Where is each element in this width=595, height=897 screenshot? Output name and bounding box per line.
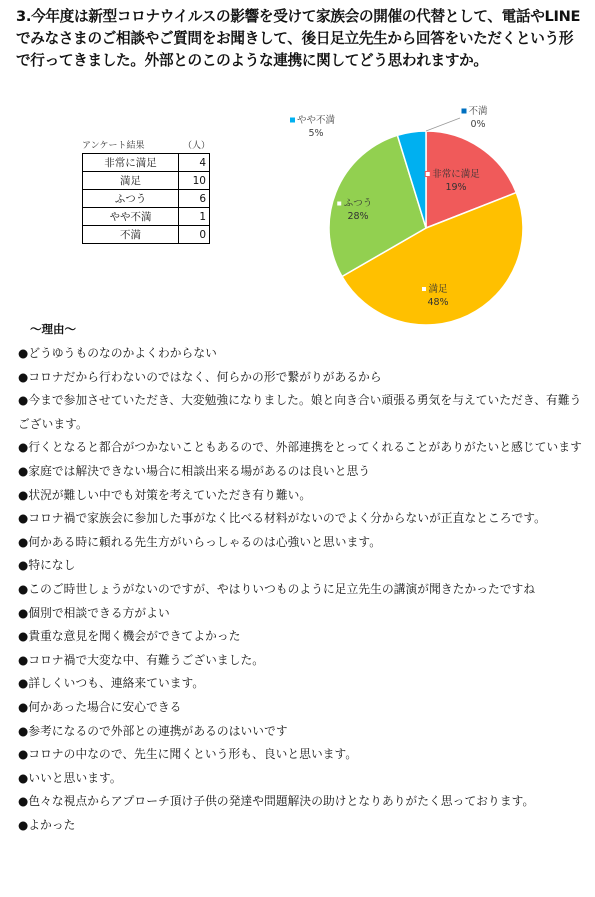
legend-key-marker — [290, 118, 295, 123]
reason-item: ● コロナ禍で家族会に参加した事がなく比べる材料がないのでよく分からないが正直なところです。 — [18, 507, 590, 531]
table-row — [83, 208, 210, 226]
reason-item: ● いいと思います。 — [18, 767, 590, 791]
reason-item: ● 何かある時に頼れる先生方がいらっしゃるのは心強いと思います。 — [18, 531, 590, 555]
reason-item: ● 貴重な意見を聞く機会ができてよかった — [18, 625, 590, 649]
table-cell-label: 不満 — [83, 226, 179, 244]
reason-item: ● 詳しくいつも、連絡来ています。 — [18, 672, 590, 696]
legend-key-marker — [337, 201, 342, 206]
slice-category-label: 満足 — [428, 284, 448, 295]
reasons-list — [18, 342, 590, 837]
slice-category-label: やや不満 — [296, 115, 336, 126]
table-cell-label: 非常に満足 — [83, 154, 179, 172]
slice-label-3 — [290, 114, 335, 139]
legend-key-marker — [421, 287, 426, 292]
legend-key-marker — [425, 172, 430, 177]
table-row — [83, 154, 210, 172]
slice-percent-label: 48% — [427, 297, 449, 308]
leader-line — [426, 118, 460, 131]
reason-item: ● 色々な視点からアプローチ頂け子供の発達や問題解決の助けとなりありがたく思っております。 — [18, 790, 590, 814]
table-cell-count: 0 — [179, 226, 210, 244]
table-row — [83, 190, 210, 208]
reason-item: ● 特になし — [18, 554, 590, 578]
survey-results-table — [82, 153, 210, 244]
table-cell-label: ふつう — [83, 190, 179, 208]
pie-chart — [290, 96, 560, 336]
slice-percent-label: 28% — [347, 211, 369, 222]
reason-item: ● コロナだから行わないのではなく、何らかの形で繋がりがあるから — [18, 366, 590, 390]
reason-item: ● コロナの中なので、先生に聞くという形も、良いと思います。 — [18, 743, 590, 767]
table-cell-count: 6 — [179, 190, 210, 208]
legend-key-marker — [461, 109, 466, 114]
slice-percent-label: 19% — [445, 182, 467, 193]
table-cell-count: 4 — [179, 154, 210, 172]
reason-item: ● どうゆうものなのかよくわからない — [18, 342, 590, 366]
slice-category-label: ふつう — [343, 198, 373, 209]
reason-item: ● よかった — [18, 814, 590, 838]
table-caption-unit: （人） — [182, 141, 210, 151]
reason-item: ● 参考になるので外部との連携があるのはいいです — [18, 720, 590, 744]
reason-item: ● 今まで参加させていただき、大変勉強になりました。娘と向き合い頑張る勇気を与えていただき、有難うございます。 — [18, 389, 590, 436]
question-text: 3.今年度は新型コロナウイルスの影響を受けて家族会の開催の代替として、電話やLINEでみなさまのご相談やご質問をお聞きして、後日足立先生から回答をいただくという形で行ってきました。外部とのこのような連携に関してどう思われますか。 — [16, 8, 581, 69]
reason-item: ● 状況が難しい中でも対策を考えていただき有り難い。 — [18, 484, 590, 508]
reasons-heading: ～理由～ — [30, 322, 76, 336]
slice-percent-label: 0% — [470, 119, 486, 130]
table-cell-label: 満足 — [83, 172, 179, 190]
slice-label-4 — [461, 105, 488, 130]
reason-item: ● 行くとなると都合がつかないこともあるので、外部連携をとってくれることがありがたいと感じています — [18, 436, 590, 460]
table-cell-count: 1 — [179, 208, 210, 226]
reason-item: ● コロナ禍で大変な中、有難うございました。 — [18, 649, 590, 673]
table-row — [83, 226, 210, 244]
slice-category-label: 非常に満足 — [432, 169, 480, 180]
table-caption — [82, 138, 210, 151]
reason-item: ● このご時世しょうがないのですが、やはりいつものように足立先生の講演が聞きたかったですね — [18, 578, 590, 602]
reason-item: ● 個別で相談できる方がよい — [18, 602, 590, 626]
reason-item: ● 家庭では解決できない場合に相談出来る場があるのは良いと思う — [18, 460, 590, 484]
slice-percent-label: 5% — [308, 128, 324, 139]
table-caption-title: アンケート結果 — [82, 141, 145, 151]
table-cell-label: やや不満 — [83, 208, 179, 226]
table-cell-count: 10 — [179, 172, 210, 190]
reason-item: ● 何かあった場合に安心できる — [18, 696, 590, 720]
slice-category-label: 不満 — [468, 106, 488, 117]
table-row — [83, 172, 210, 190]
